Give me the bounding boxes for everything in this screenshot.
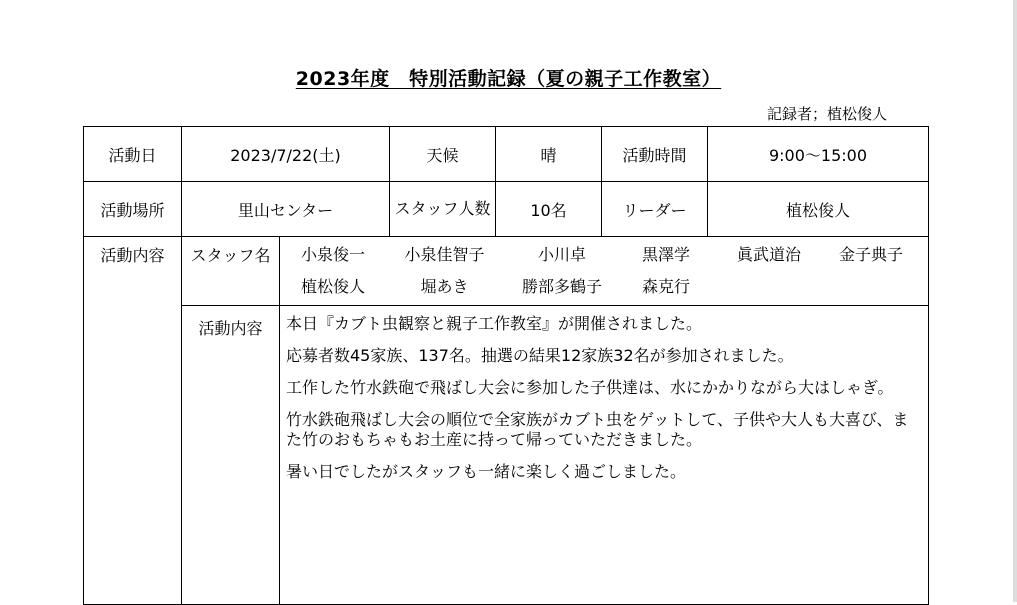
staff-name: 金子典子 bbox=[838, 245, 903, 264]
staff-name: 植松俊人 bbox=[300, 277, 365, 296]
place-value: 里山センター bbox=[182, 182, 390, 237]
staff-name: 小泉佳智子 bbox=[404, 245, 485, 264]
staff-name: 小泉俊一 bbox=[300, 245, 365, 264]
content-paragraph: 本日『カブト虫観察と親子工作教室』が開催されました。 bbox=[286, 314, 703, 333]
leader-label: リーダー bbox=[602, 182, 708, 237]
content-paragraph: 竹水鉄砲飛ばし大会の順位で全家族がカブト虫をゲットして、子供や大人も大喜び、また竹のおもちゃもお土産に持って帰っていただきました。 bbox=[286, 410, 909, 449]
weather-label: 天候 bbox=[390, 127, 496, 182]
document-title bbox=[0, 64, 1017, 91]
row-staff bbox=[84, 237, 929, 306]
staff-count-label: スタッフ人数 bbox=[390, 182, 496, 237]
staff-name: 勝部多鶴子 bbox=[521, 277, 602, 296]
content-paragraph: 工作した竹水鉄砲で飛ばし大会に参加した子供達は、水にかかりながら大はしゃぎ。 bbox=[286, 378, 894, 397]
staff-name: 黒澤学 bbox=[641, 245, 690, 264]
activity-record-table bbox=[83, 126, 929, 605]
row-place bbox=[84, 182, 929, 237]
row-date bbox=[84, 127, 929, 182]
staff-label: スタッフ名 bbox=[182, 237, 280, 306]
row-content bbox=[84, 306, 929, 605]
leader-value: 植松俊人 bbox=[708, 182, 929, 237]
content-paragraph: 暑い日でしたがスタッフも一緒に楽しく過ごしました。 bbox=[286, 462, 687, 481]
staff-names bbox=[280, 239, 928, 303]
staff-name: 小川卓 bbox=[537, 245, 586, 264]
date-value: 2023/7/22(土) bbox=[182, 127, 390, 182]
activity-label: 活動内容 bbox=[84, 237, 182, 605]
staff-name: 堀あき bbox=[420, 277, 469, 296]
content-paragraph: 応募者数45家族、137名。抽選の結果12家族32名が参加されました。 bbox=[286, 346, 794, 365]
date-label: 活動日 bbox=[84, 127, 182, 182]
staff-name: 森克行 bbox=[641, 277, 690, 296]
content-cell bbox=[280, 306, 929, 605]
staff-name: 眞武道治 bbox=[736, 245, 801, 264]
staff-names-cell bbox=[280, 237, 929, 306]
time-value: 9:00～15:00 bbox=[708, 127, 929, 182]
weather-value: 晴 bbox=[496, 127, 602, 182]
recorder-label: 記録者；植松俊人 bbox=[766, 105, 887, 123]
staff-count-value: 10名 bbox=[496, 182, 602, 237]
document-title-text: 2023年度 特別活動記録（夏の親子工作教室） bbox=[295, 68, 722, 90]
place-label: 活動場所 bbox=[84, 182, 182, 237]
content-label: 活動内容 bbox=[182, 306, 280, 605]
time-label: 活動時間 bbox=[602, 127, 708, 182]
